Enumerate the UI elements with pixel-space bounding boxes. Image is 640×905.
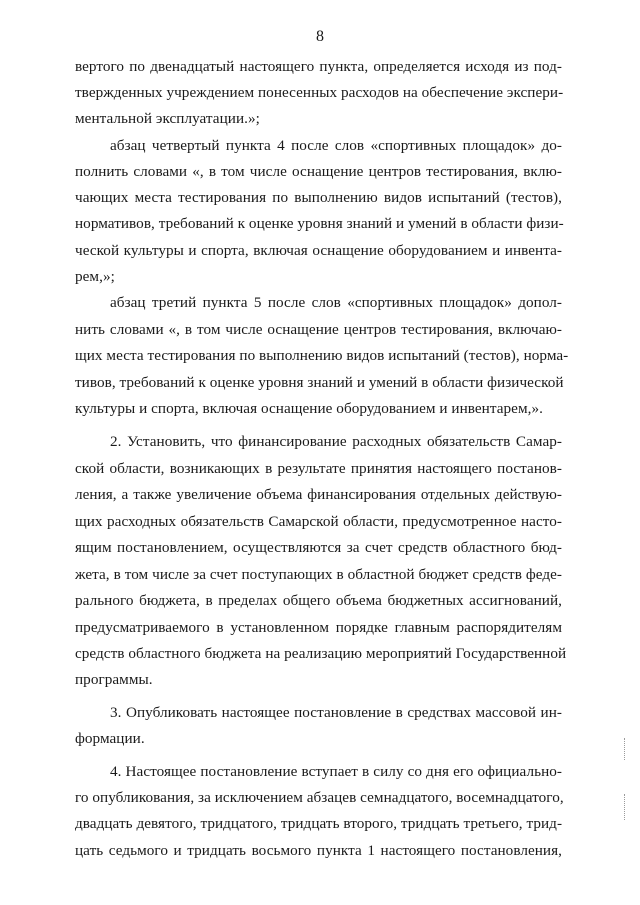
- scan-margin-mark: [624, 794, 627, 820]
- text-line: твержденных учреждением понесенных расходов на обеспечение экспери-: [75, 84, 564, 101]
- text-line: го опубликования, за исключением абзацев семнадцатого, восемнадцатого,: [75, 789, 564, 806]
- text-line: ления, а также увеличение объема финансирования отдельных действую-: [75, 486, 562, 503]
- text-line: культуры и спорта, включая оснащение оборудованием и инвентарем,».: [75, 400, 543, 417]
- text-line: нить словами «, в том числе оснащение центров тестирования, включаю-: [75, 321, 562, 338]
- text-line: жета, в том числе за счет поступающих в областной бюджет средств феде-: [75, 566, 562, 583]
- text-line: абзац третий пункта 5 после слов «спортивных площадок» допол-: [110, 294, 562, 311]
- text-line: ской области, возникающих в результате принятия настоящего постанов-: [75, 460, 562, 477]
- page-number: 8: [316, 28, 324, 45]
- text-line: цать седьмого и тридцать восьмого пункта 1 настоящего постановления,: [75, 842, 562, 859]
- text-line: 2. Установить, что финансирование расходных обязательств Самар-: [110, 433, 562, 450]
- text-line: программы.: [75, 671, 153, 688]
- text-line: двадцать девятого, тридцатого, тридцать второго, тридцать третьего, трид-: [75, 815, 563, 832]
- text-line: тивов, требований к оценке уровня знаний и умений в области физической: [75, 374, 564, 391]
- text-line: абзац четвертый пункта 4 после слов «спортивных площадок» до-: [110, 137, 562, 154]
- text-line: предусматриваемого в установленном порядке главным распорядителям: [75, 619, 562, 636]
- text-line: нормативов, требований к оценке уровня знаний и умений в области физи-: [75, 215, 564, 232]
- text-line: вертого по двенадцатый настоящего пункта, определяется исходя из под-: [75, 58, 562, 75]
- text-line: средств областного бюджета на реализацию мероприятий Государственной: [75, 645, 567, 662]
- text-line: рем,»;: [75, 268, 115, 285]
- text-line: ментальной эксплуатации.»;: [75, 110, 260, 127]
- text-line: формации.: [75, 730, 145, 747]
- scan-margin-mark: [624, 738, 627, 760]
- text-line: полнить словами «, в том числе оснащение центров тестирования, вклю-: [75, 163, 562, 180]
- text-line: 4. Настоящее постановление вступает в силу со дня его официально-: [110, 763, 562, 780]
- text-line: рального бюджета, в пределах общего объема бюджетных ассигнований,: [75, 592, 562, 609]
- text-line: ящим постановлением, осуществляются за счет средств областного бюд-: [75, 539, 562, 556]
- text-line: щих места тестирования по выполнению видов испытаний (тестов), норма-: [75, 347, 569, 364]
- text-line: щих расходных обязательств Самарской области, предусмотренное насто-: [75, 513, 562, 530]
- text-line: чающих места тестирования по выполнению видов испытаний (тестов),: [75, 189, 562, 206]
- text-line: ческой культуры и спорта, включая оснащение оборудованием и инвента-: [75, 242, 562, 259]
- text-line: 3. Опубликовать настоящее постановление в средствах массовой ин-: [110, 704, 562, 721]
